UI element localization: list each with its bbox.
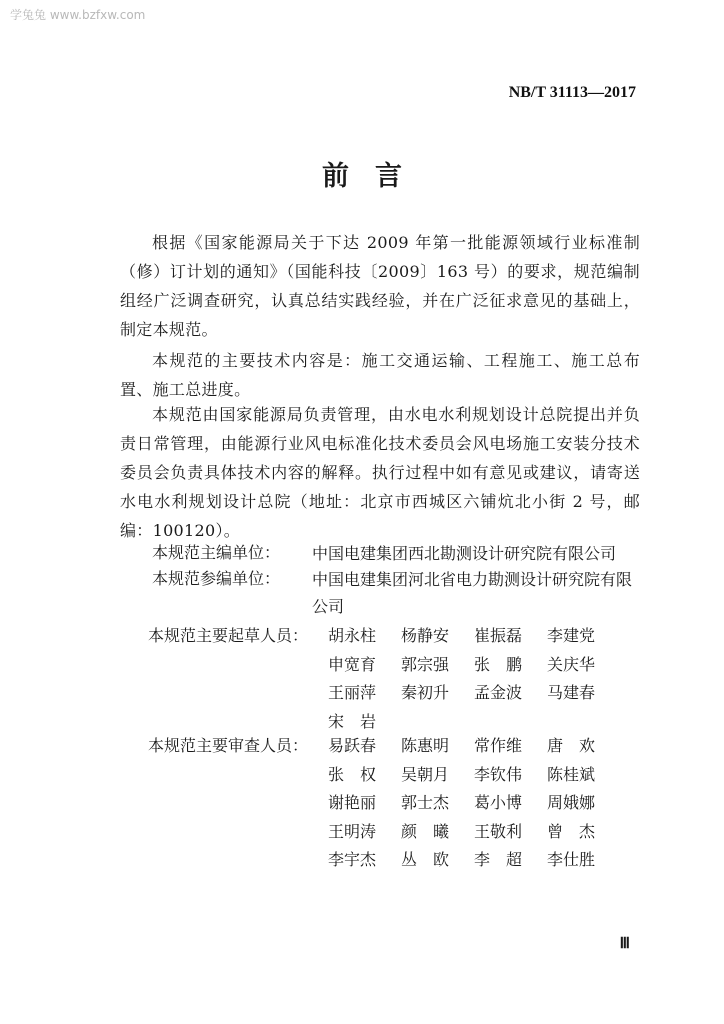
participating-unit-value: 中国电建集团河北省电力勘测设计研究院有限公司 <box>312 570 633 616</box>
reviewer-name: 陈桂斌 <box>547 764 596 784</box>
chief-unit-label: 本规范主编单位： <box>152 543 281 562</box>
chief-unit-value: 中国电建集团西北勘测设计研究院有限公司 <box>312 544 617 563</box>
reviewer-name: 李仕胜 <box>547 850 596 869</box>
drafter-name: 秦初升 <box>401 683 450 702</box>
reviewer-name: 李 超 <box>474 850 523 869</box>
drafter-name: 李建党 <box>547 626 596 645</box>
participating-unit-row <box>152 566 642 620</box>
reviewer-name: 葛小博 <box>474 793 523 812</box>
reviewer-name: 郭士杰 <box>401 793 450 812</box>
drafter-name: 王丽萍 <box>328 683 377 702</box>
chief-unit-row <box>152 540 642 567</box>
paragraph: 本规范由国家能源局负责管理，由水电水利规划设计总院提出并负责日常管理，由能源行业风电标准化技术委员会风电场施工安装分技术委员会负责具体技术内容的解释。执行过程中如有意见或建议，请寄送水电水利规划设计总院（地址：北京市西城区六铺炕北小街 2 号，邮编：100120）。 <box>120 405 640 540</box>
drafter-name: 孟金波 <box>474 683 523 702</box>
reviewer-name: 陈惠明 <box>401 736 450 755</box>
reviewer-name: 李宇杰 <box>328 850 377 869</box>
drafter-name: 马建春 <box>547 683 596 702</box>
reviewers-label: 本规范主要审查人员： <box>148 736 309 755</box>
drafter-name: 杨静安 <box>401 626 450 645</box>
reviewer-name: 王敬利 <box>474 821 523 841</box>
reviewer-name: 张 权 <box>328 764 377 784</box>
participating-unit-label: 本规范参编单位： <box>152 569 281 588</box>
paragraph: 本规范的主要技术内容是：施工交通运输、工程施工、施工总布置、施工总进度。 <box>120 351 640 399</box>
paragraph: 根据《国家能源局关于下达 2009 年第一批能源领域行业标准制（修）订计划的通知》（国能科技〔2009〕163 号）的要求，规范编制组经广泛调查研究，认真总结实践经验，并在广泛征求意见的基础上，制定本规范。 <box>120 233 640 339</box>
drafter-name: 胡永柱 <box>328 626 377 645</box>
reviewer-name: 李钦伟 <box>474 764 523 784</box>
reviewer-name: 易跃春 <box>328 736 377 755</box>
drafter-name: 郭宗强 <box>401 654 450 674</box>
standard-code: NB/T 31113—2017 <box>508 84 636 101</box>
page-number: Ⅲ <box>619 936 630 952</box>
reviewer-name: 曾 杰 <box>547 821 596 841</box>
drafter-name: 申宽育 <box>328 654 377 674</box>
drafter-name: 宋 岩 <box>328 711 377 731</box>
watermark: 学兔兔 www.bzfxw.com <box>10 8 146 22</box>
drafter-name: 崔振磊 <box>474 626 523 645</box>
reviewer-name: 常作维 <box>474 736 523 755</box>
reviewer-name: 谢艳丽 <box>328 793 377 812</box>
reviewer-name: 吴朝月 <box>401 764 450 784</box>
drafters-names <box>328 622 620 736</box>
reviewer-name: 颜 曦 <box>401 821 450 841</box>
reviewer-name: 唐 欢 <box>547 736 596 755</box>
page-title: 前言 <box>322 161 428 192</box>
drafter-name: 张 鹏 <box>474 654 523 674</box>
reviewer-name: 丛 欧 <box>401 850 450 869</box>
reviewers-names <box>328 732 620 875</box>
reviewer-name: 周娥娜 <box>547 793 596 812</box>
drafters-label: 本规范主要起草人员： <box>148 626 309 645</box>
drafter-name: 关庆华 <box>547 654 596 674</box>
reviewer-name: 王明涛 <box>328 821 377 841</box>
